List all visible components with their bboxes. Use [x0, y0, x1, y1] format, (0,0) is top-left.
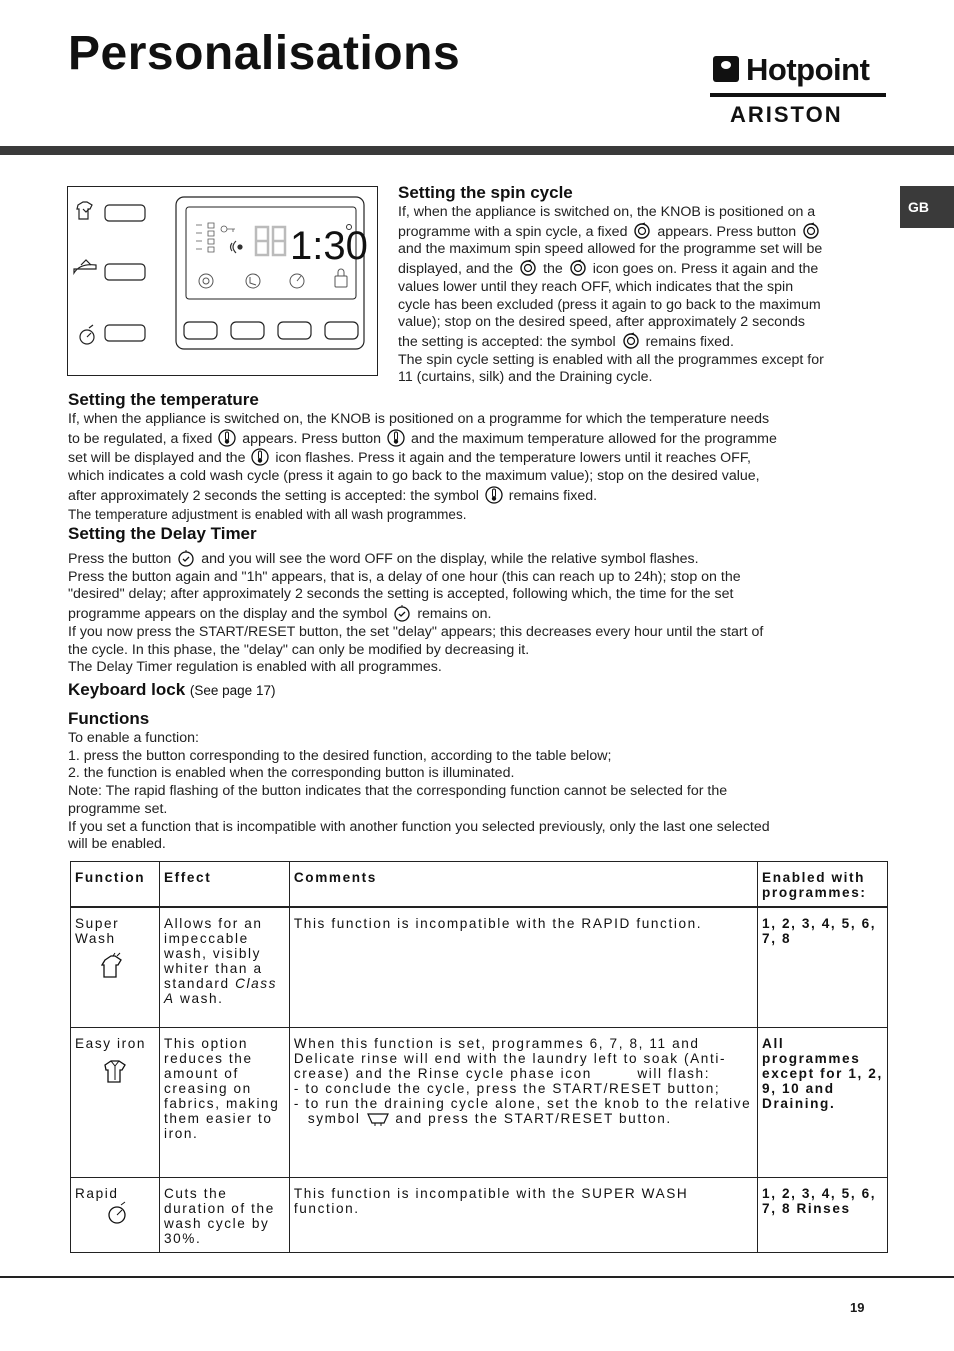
header-comments: Comments [289, 862, 757, 908]
temperature-paragraph [68, 411, 888, 523]
spin-line: cycle has been excluded (press it again to go back to the maximum [398, 296, 821, 313]
function-cell [71, 907, 160, 1027]
functions-table [70, 861, 888, 1253]
header-enabled: Enabled with programmes: [758, 862, 888, 908]
spin-line: the setting is accepted: the symbol remains fixed. [398, 333, 734, 350]
temp-line: after approximately 2 seconds the setting is accepted: the symbol remains fixed. [68, 487, 598, 504]
keyboard-lock-heading: Keyboard lock (See page 17) [68, 680, 276, 699]
delay-paragraph [68, 549, 888, 677]
delay-timer-button [278, 322, 311, 339]
functions-paragraph [68, 730, 888, 854]
functions-line: will be enabled. [68, 836, 166, 853]
effect-cell: Cuts the duration of the wash cycle by 30%. [159, 1177, 289, 1252]
enabled-cell: All programmes except for 1, 2, 9, 10 and Draining. [758, 1027, 888, 1177]
logo-divider [710, 93, 886, 97]
delay-timer-icon [177, 549, 195, 567]
spin-paragraph [398, 204, 888, 387]
spin-heading: Setting the spin cycle [398, 183, 573, 202]
spin-line: displayed, and the the icon goes on. Press it again and the [398, 261, 819, 278]
function-name: Super Wash [75, 916, 120, 946]
easy-iron-icon [101, 1057, 131, 1087]
table-row [71, 1027, 888, 1177]
comments-cell: This function is incompatible with the SUPER WASH function. [289, 1177, 757, 1252]
super-wash-button [105, 205, 145, 221]
spin-icon [519, 259, 537, 277]
logo-brand: Hotpoint [746, 52, 870, 87]
logo-mark [713, 56, 739, 82]
temp-line: set will be displayed and the icon flashes. Press it again and the temperature lowers until it reaches OFF, [68, 450, 751, 467]
comments-cell: This function is incompatible with the RAPID function. [289, 907, 757, 1027]
temperature-heading: Setting the temperature [68, 390, 259, 409]
temp-line: which indicates a cold wash cycle (press it again to go back to the maximum value); stop on the desired value, [68, 468, 760, 485]
spin-line: values lower until they reach OFF, which indicates that the spin [398, 278, 794, 295]
spin-line: The spin cycle setting is enabled with all the programmes except for [398, 351, 824, 368]
display-time: 1:30 [290, 224, 368, 268]
super-wash-icon [101, 952, 131, 982]
delay-timer-icon [393, 604, 411, 622]
spin-icon [802, 222, 820, 240]
functions-line: Note: The rapid flashing of the button indicates that the corresponding function cannot be selected for the [68, 783, 728, 800]
function-cell [71, 1027, 160, 1177]
control-panel-illustration [67, 186, 378, 376]
page-title: Personalisations [68, 27, 461, 80]
drain-icon [366, 1111, 390, 1127]
functions-line: If you set a function that is incompatible with another function you selected previously, only the last one selected [68, 818, 770, 835]
page-number: 19 [850, 1300, 865, 1315]
functions-line: programme set. [68, 800, 168, 817]
delay-line: programme appears on the display and the symbol remains on. [68, 606, 492, 623]
functions-line: 1. press the button corresponding to the desired function, according to the table below; [68, 747, 612, 764]
spin-line: If, when the appliance is switched on, the KNOB is positioned on a [398, 204, 816, 220]
hotpoint-ariston-logo [710, 52, 888, 126]
header-function: Function [71, 862, 160, 908]
temp-line: to be regulated, a fixed appears. Press button and the maximum temperature allowed for the programme [68, 430, 777, 447]
delay-line: Press the button and you will see the word OFF on the display, while the relative symbol flashes. [68, 551, 699, 567]
spin-line: programme with a spin cycle, a fixed appears. Press button [398, 222, 888, 242]
start-reset-button [325, 322, 358, 339]
temp-line: The temperature adjustment is enabled with all wash programmes. [68, 506, 467, 522]
functions-line: To enable a function: [68, 730, 199, 746]
thermometer-icon [387, 429, 405, 447]
super-wash-icon [77, 202, 92, 219]
spin-line: 11 (curtains, silk) and the Draining cycle. [398, 369, 653, 386]
table-row [71, 1177, 888, 1252]
enabled-cell: 1, 2, 3, 4, 5, 6, 7, 8 [758, 907, 888, 1027]
spin-icon [569, 259, 587, 277]
delay-line: the cycle. In this phase, the "delay" can only be modified by decreasing it. [68, 641, 530, 658]
delay-line: The Delay Timer regulation is enabled with all programmes. [68, 659, 442, 676]
spin-icon [622, 332, 640, 350]
function-name: Rapid [75, 1185, 119, 1201]
thermometer-icon [218, 429, 236, 447]
see-page-reference: (See page 17) [189, 683, 276, 698]
header-effect: Effect [159, 862, 289, 908]
delay-line: If you now press the START/RESET button, the set "delay" appears; this decreases every hour until the start of [68, 623, 764, 640]
easy-iron-icon [74, 260, 96, 273]
table-row [71, 907, 888, 1027]
function-name: Easy iron [75, 1035, 147, 1051]
spin-button [184, 322, 217, 339]
delay-line: Press the button again and "1h" appears, that is, a delay of one hour (this can reach up to 24h); stop on the [68, 568, 741, 585]
delay-line: "desired" delay; after approximately 2 seconds the setting is accepted, following which, the time for the set [68, 586, 734, 603]
rapid-icon [80, 325, 94, 344]
easy-iron-button [105, 264, 145, 280]
rapid-icon [105, 1201, 131, 1227]
thermometer-icon [485, 486, 503, 504]
footer-rule [0, 1276, 954, 1278]
control-panel-drawing [68, 187, 376, 374]
spin-icon [633, 222, 651, 240]
effect-cell: Allows for an impeccable wash, visibly whiter than a standard Class A wash. [159, 907, 289, 1027]
spin-line: value); stop on the desired speed, after approximately 2 seconds [398, 314, 805, 331]
thermometer-icon [251, 448, 269, 466]
enabled-cell: 1, 2, 3, 4, 5, 6, 7, 8 Rinses [758, 1177, 888, 1252]
function-cell [71, 1177, 160, 1252]
comments-cell: When this function is set, programmes 6, 7, 8, 11 and Delicate rinse will end with the laundry left to soak (Anti-crease) and the Rinse cycle phase icon will flash: - to conclude the cycle, press the START/RESET button; - to run the draining cycle alone, set the knob to the relative symbol and press the START/RESET button. [289, 1027, 757, 1177]
effect-cell: This option reduces the amount of creasing on fabrics, making them easier to iron. [159, 1027, 289, 1177]
spin-line: and the maximum spin speed allowed for the programme set will be [398, 241, 823, 258]
delay-heading: Setting the Delay Timer [68, 524, 257, 543]
functions-line: 2. the function is enabled when the corresponding button is illuminated. [68, 765, 515, 782]
header-rule [0, 146, 954, 155]
logo-sub: ARISTON [730, 102, 843, 127]
rapid-button [105, 325, 145, 341]
temp-line: If, when the appliance is switched on, the KNOB is positioned on a programme for which the temperature needs [68, 411, 770, 427]
functions-heading: Functions [68, 709, 150, 728]
temperature-button [231, 322, 264, 339]
table-header-row [71, 862, 888, 908]
language-tab: GB [900, 186, 954, 228]
